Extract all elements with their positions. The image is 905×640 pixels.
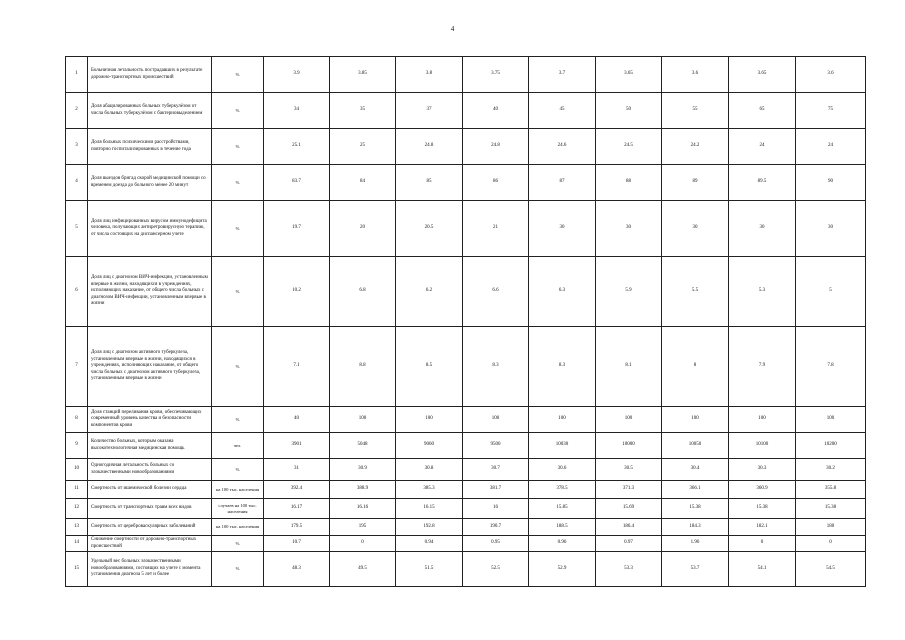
table-row [66, 201, 866, 257]
indicator-name: Доля больных психическими расстройствами, повторно госпитализированных в течение года [88, 129, 212, 165]
value-cell: 30.9 [330, 459, 396, 481]
indicator-name: Доля выездов бригад скорой медицинской помощи со временем доезда до больного менее 20 минут [88, 165, 212, 201]
value-cell: 7.8 [796, 327, 866, 407]
table-row [66, 552, 866, 587]
value-cell: 51.5 [396, 552, 463, 587]
value-cell: 188.5 [529, 519, 596, 536]
value-cell: 186.4 [596, 519, 662, 536]
value-cell: 7.1 [264, 327, 330, 407]
value-cell: 9500 [463, 433, 529, 459]
value-cell: 3.6 [662, 57, 729, 93]
unit-cell: % [212, 129, 264, 165]
value-cell: 180 [796, 519, 866, 536]
table-row [66, 257, 866, 327]
row-number: 1 [66, 57, 88, 93]
value-cell: 15.38 [729, 499, 796, 519]
value-cell: 15.38 [662, 499, 729, 519]
value-cell: 1.96 [662, 536, 729, 552]
value-cell: 5048 [330, 433, 396, 459]
unit-cell: % [212, 407, 264, 433]
value-cell: 19.7 [264, 201, 330, 257]
table-row [66, 499, 866, 519]
value-cell: 100 [330, 407, 396, 433]
value-cell: 40 [264, 407, 330, 433]
value-cell: 30 [662, 201, 729, 257]
row-number: 13 [66, 519, 88, 536]
indicator-name: Доля абацилированных больных туберкулёзом от числа больных туберкулёзом с бактериовыделением [88, 93, 212, 129]
value-cell: 15.69 [596, 499, 662, 519]
value-cell: 371.3 [596, 481, 662, 499]
value-cell: 100 [729, 407, 796, 433]
table-row [66, 433, 866, 459]
value-cell: 179.5 [264, 519, 330, 536]
value-cell: 16.16 [330, 499, 396, 519]
value-cell: 15.85 [529, 499, 596, 519]
value-cell: 90 [796, 165, 866, 201]
value-cell: 54.1 [729, 552, 796, 587]
value-cell: 100 [396, 407, 463, 433]
value-cell: 65 [729, 93, 796, 129]
value-cell: 0.94 [396, 536, 463, 552]
value-cell: 100 [463, 407, 529, 433]
value-cell: 37 [396, 93, 463, 129]
value-cell: 100 [796, 407, 866, 433]
row-number: 11 [66, 481, 88, 499]
value-cell: 30 [529, 201, 596, 257]
value-cell: 8.3 [463, 327, 529, 407]
value-cell: 49.5 [330, 552, 396, 587]
value-cell: 30 [729, 201, 796, 257]
value-cell: 378.5 [529, 481, 596, 499]
value-cell: 16.15 [396, 499, 463, 519]
unit-cell: % [212, 552, 264, 587]
value-cell: 25.1 [264, 129, 330, 165]
row-number: 4 [66, 165, 88, 201]
value-cell: 10.7 [264, 536, 330, 552]
unit-cell: на 100 тыс. населения [212, 519, 264, 536]
value-cell: 50 [596, 93, 662, 129]
indicator-name: Снижение смертности от дорожно-транспортных происшествий [88, 536, 212, 552]
unit-cell: % [212, 459, 264, 481]
value-cell: 30.5 [596, 459, 662, 481]
unit-cell: % [212, 93, 264, 129]
value-cell: 55 [662, 93, 729, 129]
value-cell: 10100 [729, 433, 796, 459]
value-cell: 8.8 [330, 327, 396, 407]
value-cell: 5.5 [662, 257, 729, 327]
row-number: 2 [66, 93, 88, 129]
table-row [66, 327, 866, 407]
value-cell: 5.3 [729, 257, 796, 327]
unit-cell: случаев на 100 тыс. населения [212, 499, 264, 519]
indicator-name: Смертность от транспортных травм всех видов [88, 499, 212, 519]
row-number: 3 [66, 129, 88, 165]
value-cell: 16.17 [264, 499, 330, 519]
value-cell: 6.8 [330, 257, 396, 327]
table-row [66, 57, 866, 93]
value-cell: 20 [330, 201, 396, 257]
indicator-name: Одногодичная летальность больных со злокачественными новообразованиями [88, 459, 212, 481]
value-cell: 100 [529, 407, 596, 433]
value-cell: 388.9 [330, 481, 396, 499]
value-cell: 10.2 [264, 257, 330, 327]
indicator-name: Доля станций переливания крови, обеспечивающих современный уровень качества и безопасности компонентов крови [88, 407, 212, 433]
value-cell: 52.9 [529, 552, 596, 587]
value-cell: 6.3 [529, 257, 596, 327]
value-cell: 88 [596, 165, 662, 201]
value-cell: 89.5 [729, 165, 796, 201]
value-cell: 30.8 [396, 459, 463, 481]
value-cell: 184.3 [662, 519, 729, 536]
row-number: 12 [66, 499, 88, 519]
value-cell: 30.3 [729, 459, 796, 481]
value-cell: 7.9 [729, 327, 796, 407]
unit-cell: на 100 тыс. населения [212, 481, 264, 499]
value-cell: 10030 [529, 433, 596, 459]
value-cell: 21 [463, 201, 529, 257]
value-cell: 10200 [796, 433, 866, 459]
value-cell: 83.7 [264, 165, 330, 201]
row-number: 8 [66, 407, 88, 433]
value-cell: 9060 [396, 433, 463, 459]
value-cell: 53.3 [596, 552, 662, 587]
value-cell: 0 [330, 536, 396, 552]
table-row [66, 459, 866, 481]
value-cell: 24.8 [463, 129, 529, 165]
value-cell: 381.7 [463, 481, 529, 499]
row-number: 6 [66, 257, 88, 327]
table-row [66, 93, 866, 129]
table-row [66, 536, 866, 552]
value-cell: 30 [796, 201, 866, 257]
indicator-name: Количество больных, которым оказана высокотехнологичная медицинская помощь [88, 433, 212, 459]
value-cell: 3.75 [463, 57, 529, 93]
value-cell: 54.5 [796, 552, 866, 587]
value-cell: 84 [330, 165, 396, 201]
value-cell: 45 [529, 93, 596, 129]
table-row [66, 407, 866, 433]
indicator-name: Доля лиц инфицированных вирусом иммунодефицита человека, получающих антиретровирусную терапию, от числа состоящих на диспансерном учете [88, 201, 212, 257]
value-cell: 3.6 [796, 57, 866, 93]
value-cell: 24.6 [529, 129, 596, 165]
unit-cell: % [212, 201, 264, 257]
unit-cell: % [212, 257, 264, 327]
unit-cell: % [212, 327, 264, 407]
value-cell: 87 [529, 165, 596, 201]
value-cell: 0.97 [596, 536, 662, 552]
value-cell: 25 [330, 129, 396, 165]
value-cell: 3.7 [529, 57, 596, 93]
value-cell: 3.8 [396, 57, 463, 93]
value-cell: 35 [330, 93, 396, 129]
row-number: 9 [66, 433, 88, 459]
value-cell: 24.8 [396, 129, 463, 165]
value-cell: 5 [796, 257, 866, 327]
value-cell: 34 [264, 93, 330, 129]
value-cell: 40 [463, 93, 529, 129]
indicator-name: Смертность от цереброваскулярных заболеваний [88, 519, 212, 536]
value-cell: 85 [396, 165, 463, 201]
value-cell: 3.9 [264, 57, 330, 93]
value-cell: 3901 [264, 433, 330, 459]
table-row [66, 165, 866, 201]
value-cell: 16 [463, 499, 529, 519]
value-cell: 6.2 [396, 257, 463, 327]
value-cell: 0.95 [463, 536, 529, 552]
value-cell: 100 [596, 407, 662, 433]
value-cell: 8 [662, 327, 729, 407]
value-cell: 53.7 [662, 552, 729, 587]
value-cell: 30.7 [463, 459, 529, 481]
value-cell: 0 [729, 536, 796, 552]
unit-cell: % [212, 536, 264, 552]
value-cell: 10050 [662, 433, 729, 459]
value-cell: 3.65 [729, 57, 796, 93]
value-cell: 10000 [596, 433, 662, 459]
value-cell: 48.3 [264, 552, 330, 587]
value-cell: 8.5 [396, 327, 463, 407]
value-cell: 86 [463, 165, 529, 201]
indicator-name: Смертность от ишемической болезни сердца [88, 481, 212, 499]
table-row [66, 481, 866, 499]
row-number: 14 [66, 536, 88, 552]
table-row [66, 519, 866, 536]
value-cell: 192.8 [396, 519, 463, 536]
value-cell: 366.1 [662, 481, 729, 499]
value-cell: 30.2 [796, 459, 866, 481]
value-cell: 195 [330, 519, 396, 536]
value-cell: 3.65 [596, 57, 662, 93]
value-cell: 6.6 [463, 257, 529, 327]
value-cell: 24 [729, 129, 796, 165]
value-cell: 52.5 [463, 552, 529, 587]
value-cell: 30 [596, 201, 662, 257]
indicators-table [65, 56, 866, 587]
unit-cell: % [212, 57, 264, 93]
value-cell: 8.1 [596, 327, 662, 407]
value-cell: 355.8 [796, 481, 866, 499]
value-cell: 0.96 [529, 536, 596, 552]
value-cell: 24.2 [662, 129, 729, 165]
value-cell: 89 [662, 165, 729, 201]
indicator-name: Больничная летальность пострадавших в результате дорожно-транспортных происшествий [88, 57, 212, 93]
value-cell: 24.5 [596, 129, 662, 165]
row-number: 7 [66, 327, 88, 407]
value-cell: 5.9 [596, 257, 662, 327]
row-number: 10 [66, 459, 88, 481]
value-cell: 392.4 [264, 481, 330, 499]
value-cell: 75 [796, 93, 866, 129]
value-cell: 24 [796, 129, 866, 165]
value-cell: 30.6 [529, 459, 596, 481]
value-cell: 100 [662, 407, 729, 433]
value-cell: 20.5 [396, 201, 463, 257]
page-number: 4 [450, 25, 455, 33]
value-cell: 360.9 [729, 481, 796, 499]
value-cell: 385.3 [396, 481, 463, 499]
unit-cell: % [212, 165, 264, 201]
table-body [66, 57, 866, 587]
indicator-name: Удельный вес больных злокачественными новообразованиями, состоящих на учете с момента установления диагноза 5 лет и более [88, 552, 212, 587]
indicator-name: Доля лиц с диагнозом ВИЧ-инфекции, установленным впервые в жизни, находящихся в учреждениях, исполняющих наказание, от общего числа больных с диагнозом ВИЧ-инфекции, установленным впервые в жизни [88, 257, 212, 327]
indicator-name: Доля лиц с диагнозом активного туберкулеза, установленным впервые в жизни, находящихся в учреждениях, исполняющих наказание, от общего числа больных с диагнозом активного туберкулеза, установленным впервые в жизни [88, 327, 212, 407]
value-cell: 30.4 [662, 459, 729, 481]
row-number: 5 [66, 201, 88, 257]
unit-cell: чел. [212, 433, 264, 459]
value-cell: 190.7 [463, 519, 529, 536]
value-cell: 8.3 [529, 327, 596, 407]
value-cell: 0 [796, 536, 866, 552]
value-cell: 15.38 [796, 499, 866, 519]
row-number: 15 [66, 552, 88, 587]
value-cell: 3.85 [330, 57, 396, 93]
table-row [66, 129, 866, 165]
value-cell: 31 [264, 459, 330, 481]
value-cell: 182.1 [729, 519, 796, 536]
